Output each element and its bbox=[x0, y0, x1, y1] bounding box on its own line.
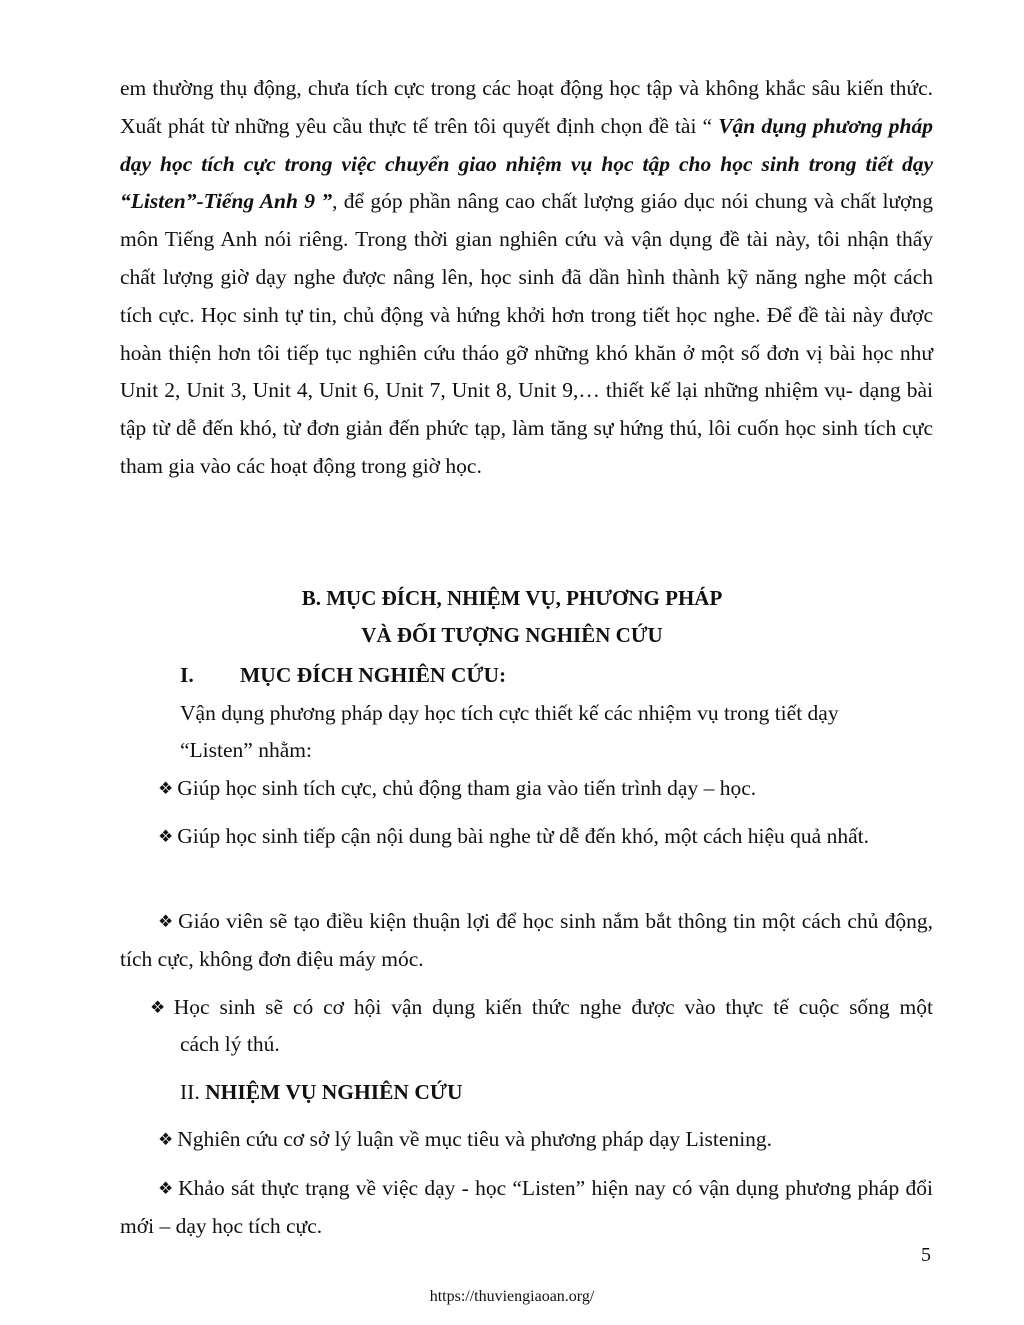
page-number: 5 bbox=[921, 1244, 931, 1266]
list-item: ❖ Nghiên cứu cơ sở lý luận về mục tiêu và phương pháp dạy Listening. bbox=[158, 1127, 773, 1151]
diamond-bullet-icon: ❖ bbox=[158, 1130, 174, 1149]
section-1-title: MỤC ĐÍCH NGHIÊN CỨU: bbox=[240, 663, 507, 687]
intro-text-part1: em thường thụ động, chưa tích cực trong các hoạt động học tập và không khắc sâu kiến thức. Xuất phát từ những yêu cầu thực tế trên tôi quyết định chọn đề tài “ bbox=[120, 76, 933, 138]
section-1-number: I. bbox=[180, 663, 194, 687]
list-item-continued: cách lý thú. bbox=[180, 1032, 280, 1056]
diamond-bullet-icon: ❖ bbox=[158, 827, 174, 846]
topic-title: Vận dụng phương pháp dạy học tích cực trong việc chuyển giao nhiệm vụ học tập cho học sinh trong tiết dạy “Listen”-Tiếng Anh 9 ” bbox=[120, 113, 933, 214]
list-item: ❖ Học sinh sẽ có cơ hội vận dụng kiến thức nghe được vào thực tế cuộc sống một bbox=[150, 995, 933, 1019]
diamond-bullet-icon: ❖ bbox=[158, 912, 175, 931]
diamond-bullet-icon: ❖ bbox=[150, 998, 170, 1017]
section-2-number: II. bbox=[180, 1080, 200, 1104]
section-1-intro-line1: Vận dụng phương pháp dạy học tích cực thiết kế các nhiệm vụ trong tiết dạy bbox=[180, 701, 839, 725]
section-2-title: NHIỆM VỤ NGHIÊN CỨU bbox=[205, 1080, 463, 1104]
diamond-bullet-icon: ❖ bbox=[158, 1179, 175, 1198]
intro-paragraph bbox=[120, 70, 933, 486]
section-2-heading bbox=[180, 1074, 463, 1111]
list-item: ❖ Giúp học sinh tiếp cận nội dung bài nghe từ dễ đến khó, một cách hiệu quả nhất. bbox=[158, 824, 869, 848]
section-b-heading-line2: VÀ ĐỐI TƯỢNG NGHIÊN CỨU bbox=[361, 623, 663, 647]
list-item: ❖ Khảo sát thực trạng về việc dạy - học “Listen” hiện nay có vận dụng phương pháp đổi mới – dạy học tích cực. bbox=[120, 1176, 933, 1238]
intro-text-part2: , để góp phần nâng cao chất lượng giáo dục nói chung và chất lượng môn Tiếng Anh nói riêng. Trong thời gian nghiên cứu và vận dụng đề tài này, tôi nhận thấy chất lượng giờ dạy nghe được nâng lên, học sinh đã dần hình thành kỹ năng nghe một cách tích cực. Học sinh tự tin, chủ động và hứng khởi hơn trong tiết học nghe. Để đề tài này được hoàn thiện hơn tôi tiếp tục nghiên cứu tháo gỡ những khó khăn ở một số đơn vị bài học như Unit 2, Unit 3, Unit 4, Unit 6, Unit 7, Unit 8, Unit 9,… thiết kế lại những nhiệm vụ- dạng bài tập từ dễ đến khó, từ đơn giản đến phức tạp, làm tăng sự hứng thú, lôi cuốn học sinh tích cực tham gia vào các hoạt động trong giờ học. bbox=[120, 189, 933, 478]
list-item: ❖ Giúp học sinh tích cực, chủ động tham gia vào tiến trình dạy – học. bbox=[158, 776, 757, 800]
section-b-heading-line1: B. MỤC ĐÍCH, NHIỆM VỤ, PHƯƠNG PHÁP bbox=[301, 586, 723, 610]
diamond-bullet-icon: ❖ bbox=[158, 779, 174, 798]
section-1-intro-line2: “Listen” nhằm: bbox=[180, 738, 312, 762]
list-item: ❖ Giáo viên sẽ tạo điều kiện thuận lợi để học sinh nắm bắt thông tin một cách chủ động, tích cực, không đơn điệu máy móc. bbox=[120, 909, 933, 971]
footer-url[interactable]: https://thuviengiaoan.org/ bbox=[429, 1288, 595, 1305]
